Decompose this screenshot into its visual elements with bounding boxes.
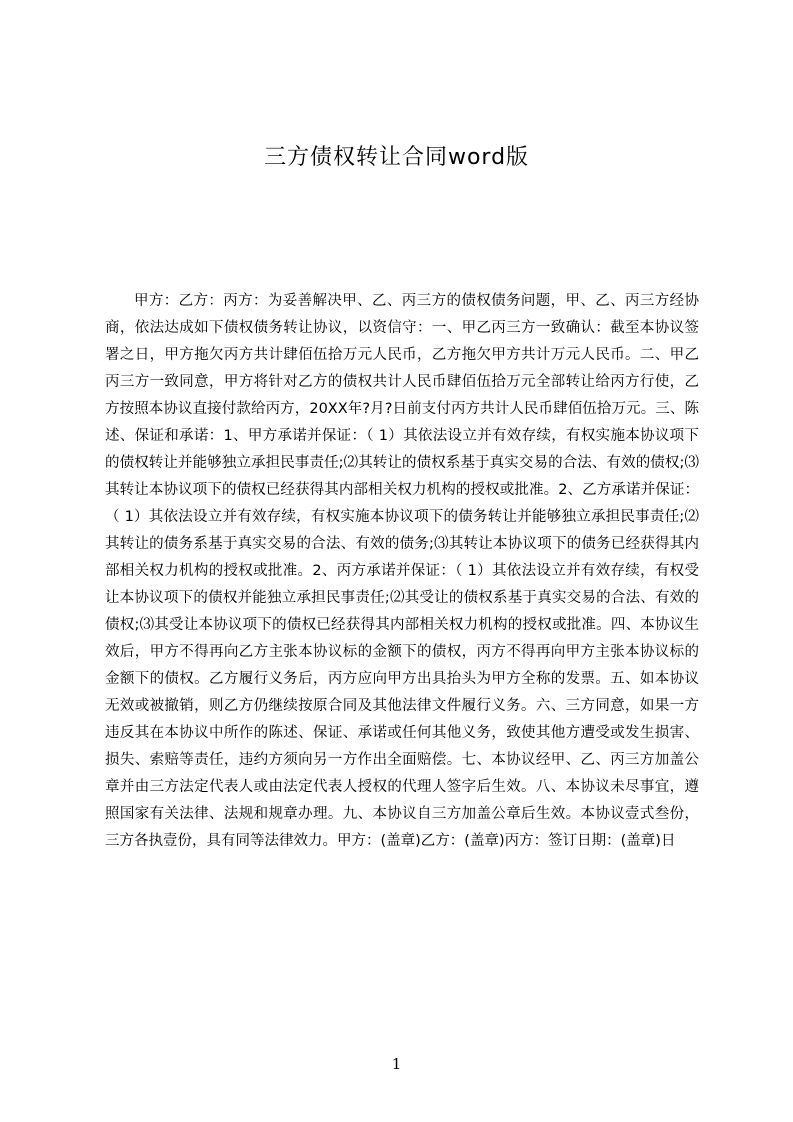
contract-body-paragraph: 甲方：乙方：丙方：为妥善解决甲、乙、丙三方的债权债务问题，甲、乙、丙三方经协商，依法达成如下债权债务转让协议，以资信守：一、甲乙丙三方一致确认：截至本协议签署之日，甲方拖欠丙方共计肆佰伍拾万元人民币，乙方拖欠甲方共计万元人民币。二、甲乙丙三方一致同意，甲方将针对乙方的债权共计人民币肆佰伍拾万元全部转让给丙方行使，乙方按照本协议直接付款给丙方，20XX年?月?日前支付丙方共计人民币肆佰伍拾万元。三、陈述、保证和承诺：1、甲方承诺并保证：（ 1）其依法设立并有效存续，有权实施本协议项下的债权转让并能够独立承担民事责任;⑵其转让的债权系基于真实交易的合法、有效的债权;⑶其转让本协议项下的债权已经获得其内部相关权力机构的授权或批准。2、乙方承诺并保证：（ 1）其依法设立并有效存续，有权实施本协议项下的债务转让并能够独立承担民事责任;⑵其转让的债务系基于真实交易的合法、有效的债务;⑶其转让本协议项下的债务已经获得其内部相关权力机构的授权或批准。2、丙方承诺并保证：（ 1）其依法设立并有效存续，有权受让本协议项下的债权并能独立承担民事责任;⑵其受让的债权系基于真实交易的合法、有效的债权;⑶其受让本协议项下的债权已经获得其内部相关权力机构的授权或批准。四、本协议生效后，甲方不得再向乙方主张本协议标的金额下的债权，丙方不得再向甲方主张本协议标的金额下的债权。乙方履行义务后，丙方应向甲方出具抬头为甲方全称的发票。五、如本协议无效或被撤销，则乙方仍继续按原合同及其他法律文件履行义务。六、三方同意，如果一方违反其在本协议中所作的陈述、保证、承诺或任何其他义务，致使其他方遭受或发生损害、损失、索赔等责任，违约方须向另一方作出全面赔偿。七、本协议经甲、乙、丙三方加盖公章并由三方法定代表人或由法定代表人授权的代理人签字后生效。八、本协议未尽事宜，遵照国家有关法律、法规和规章办理。九、本协议自三方加盖公章后生效。本协议壹式叁份，三方各执壹份，具有同等法律效力。甲方：(盖章)乙方：(盖章)丙方：签订日期：(盖章)日 [105, 293, 699, 849]
page-number: 1 [391, 1055, 402, 1073]
document-title: 三方债权转让合同word版 [263, 145, 530, 170]
